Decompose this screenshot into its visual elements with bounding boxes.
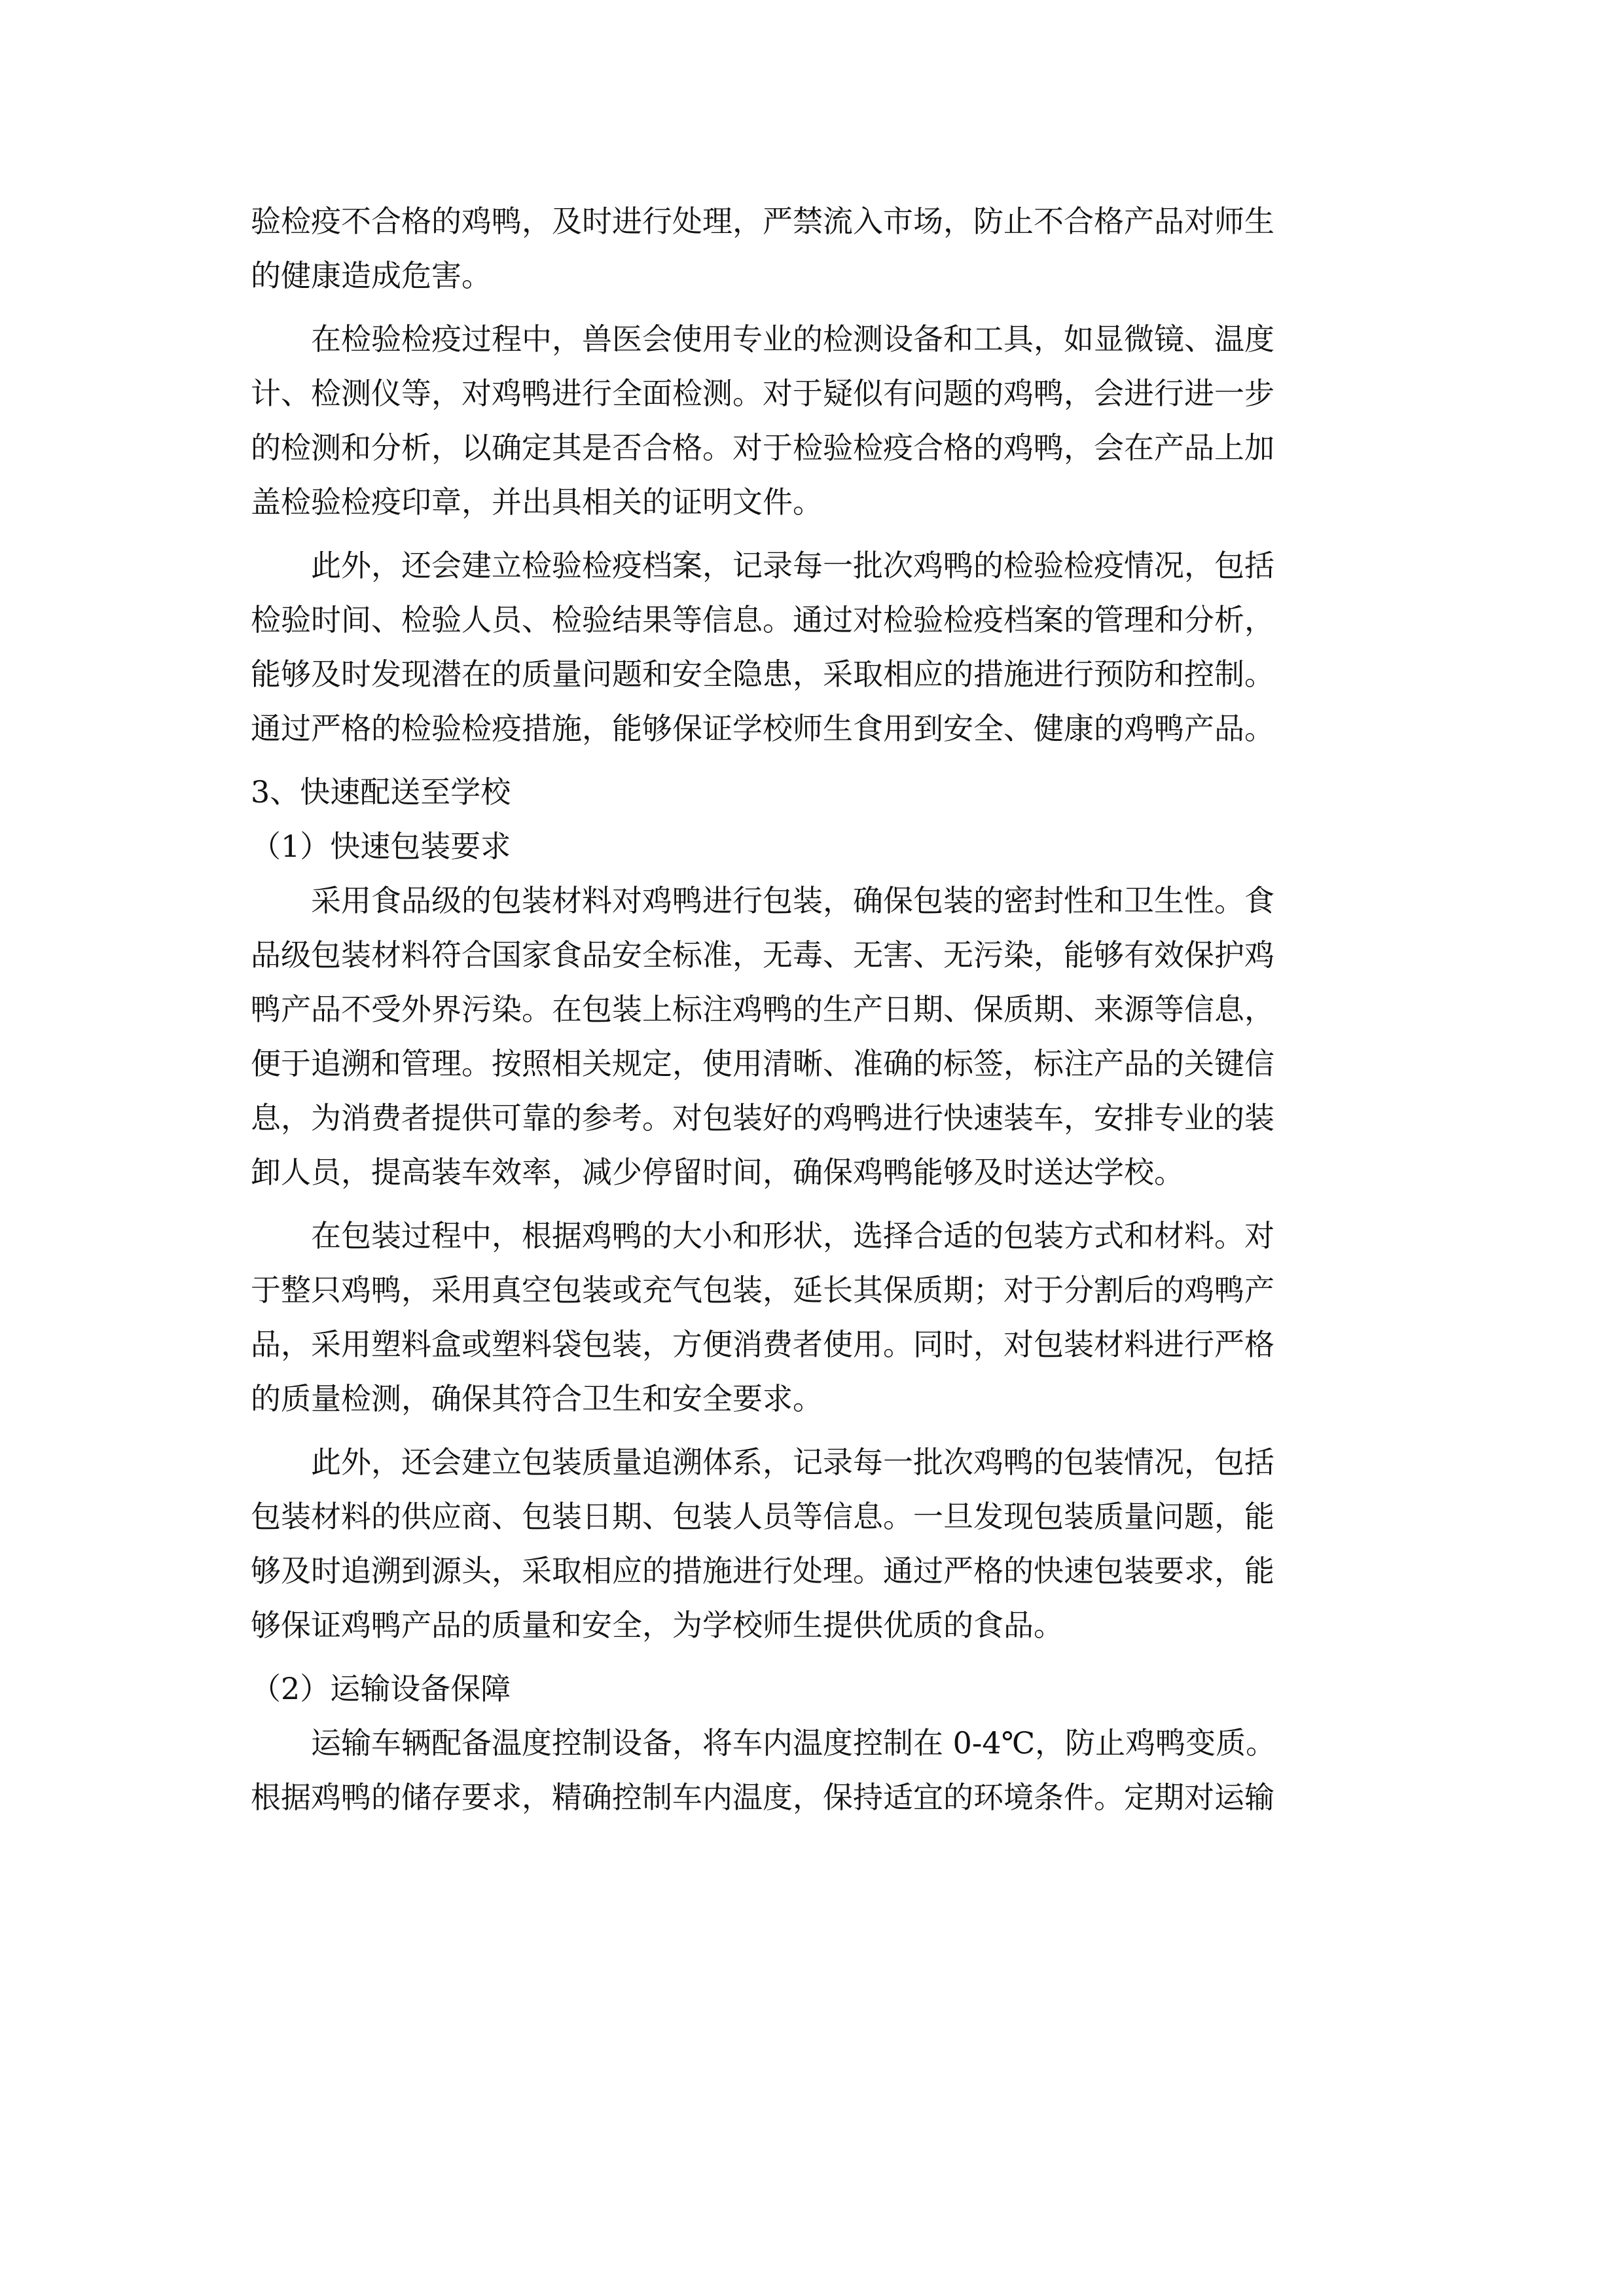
paragraph-transport-temperature: 运输车辆配备温度控制设备，将车内温度控制在 0-4℃，防止鸡鸭变质。 根据鸡鸭的储存要求，精确控制车内温度，保持适宜的环境条件。定期对运输 [251, 1725, 1276, 1815]
paragraph-packaging-traceability: 此外，还会建立包装质量追溯体系，记录每一批次鸡鸭的包装情况，包括 包装材料的供应商、包装日期、包装人员等信息。一旦发现包装质量问题，能 够及时追溯到源头，采取相应的措施进行处理。通过严格的快速包装要求，能 够保证鸡鸭产品的质量和安全，为学校师生提供优质的食品。 [251, 1444, 1274, 1643]
paragraph-continuation: 验检疫不合格的鸡鸭，及时进行处理，严禁流入市场，防止不合格产品对师生 的健康造成危害。 [251, 204, 1274, 293]
paragraph-inspection-records: 此外，还会建立检验检疫档案，记录每一批次鸡鸭的检验检疫情况，包括 检验时间、检验人员、检验结果等信息。通过对检验检疫档案的管理和分析， 能够及时发现潜在的质量问题和安全隐患，采取相应的措施进行预防和控制。 通过严格的检验检疫措施，能够保证学校师生食用到安全、健康的鸡鸭产品。 [251, 548, 1274, 746]
subsection-heading-transport: （2）运输设备保障 [251, 1671, 511, 1706]
section-heading-delivery: 3、快速配送至学校 [251, 774, 511, 810]
paragraph-packaging-process: 在包装过程中，根据鸡鸭的大小和形状，选择合适的包装方式和材料。对 于整只鸡鸭，采用真空包装或充气包装，延长其保质期；对于分割后的鸡鸭产 品，采用塑料盒或塑料袋包装，方便消费者使用。同时，对包装材料进行严格 的质量检测，确保其符合卫生和安全要求。 [251, 1218, 1274, 1416]
paragraph-inspection-equipment: 在检验检疫过程中，兽医会使用专业的检测设备和工具，如显微镜、温度 计、检测仪等，对鸡鸭进行全面检测。对于疑似有问题的鸡鸭，会进行进一步 的检测和分析，以确定其是否合格。对于检验检疫合格的鸡鸭，会在产品上加 盖检验检疫印章，并出具相关的证明文件。 [251, 321, 1274, 520]
subsection-heading-packaging: （1）快速包装要求 [251, 829, 511, 864]
document-body [251, 194, 1377, 1834]
paragraph-packaging-materials: 采用食品级的包装材料对鸡鸭进行包装，确保包装的密封性和卫生性。食 品级包装材料符合国家食品安全标准，无毒、无害、无污染，能够有效保护鸡 鸭产品不受外界污染。在包装上标注鸡鸭的生产日期、保质期、来源等信息， 便于追溯和管理。按照相关规定，使用清晰、准确的标签，标注产品的关键信 息，为消费者提供可靠的参考。对包装好的鸡鸭进行快速装车，安排专业的装 卸人员，提高装车效率，减少停留时间，确保鸡鸭能够及时送达学校。 [251, 883, 1274, 1190]
